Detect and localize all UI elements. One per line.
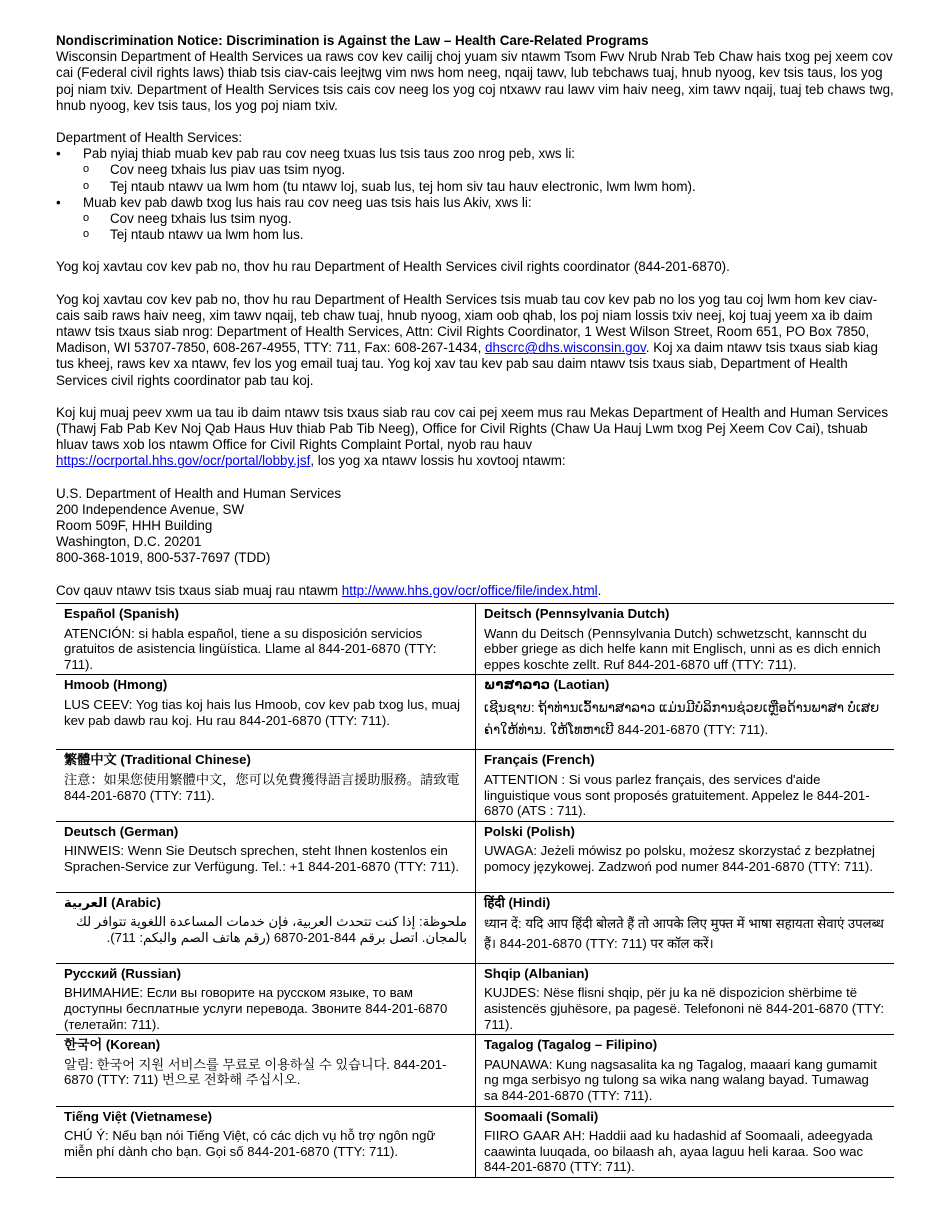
language-cell-russian: Русский (Russian) ВНИМАНИЕ: Если вы говорите на русском языке, то вам доступны бесплатные услуги перевода. Звоните 844-201-6870 (телетайп: 711). xyxy=(56,963,476,1034)
language-cell-tagalog: Tagalog (Tagalog – Filipino) PAUNAWA: Kung nagsasalita ka ng Tagalog, maaari kang gumamit ng mga serbisyo ng tulong sa wika nang walang bayad. Tumawag sa 844-201-6870 (TTY: 711). xyxy=(476,1035,895,1106)
language-assistance-table xyxy=(56,603,894,1178)
coordinator-paragraph: Yog koj xavtau cov kev pab no, thov hu rau Department of Health Services civil rights coordinator (844-201-6870). xyxy=(56,259,730,275)
services-list xyxy=(56,146,894,243)
language-cell-chinese: 繁體中文 (Traditional Chinese) 注意：如果您使用繁體中文，您可以免費獲得語言援助服務。請致電 844-201-6870 (TTY: 711). xyxy=(56,750,476,821)
notice-body xyxy=(56,33,894,599)
ocr-portal-link[interactable]: https://ocrportal.hhs.gov/ocr/portal/lobby.jsf xyxy=(56,453,311,469)
language-cell-french: Français (French) ATTENTION : Si vous parlez français, des services d'aide linguistique vous sont proposés gratuitement. Appelez le 844-201-6870 (ATS : 711). xyxy=(476,750,895,821)
sub-list-item: o Cov neeg txhais lus piav uas tsim nyog. xyxy=(83,162,894,178)
language-cell-arabic: العربية (Arabic) ملحوظة: إذا كنت تتحدث العربية، فإن خدمات المساعدة اللغوية تتوافر لك بالمجان. اتصل برقم 844-201-6870 (رقم هاتف الصم والبكم: 711). xyxy=(56,892,476,963)
language-cell-albanian: Shqip (Albanian) KUJDES: Nëse flisni shqip, për ju ka në dispozicion shërbime të asistencës gjuhësore, pa pagesë. Telefononi në 844-201-6870 (TTY: 711). xyxy=(476,963,895,1034)
dept-label: Department of Health Services: xyxy=(56,130,243,146)
email-link[interactable]: dhscrc@dhs.wisconsin.gov xyxy=(485,340,646,356)
notice-title: Nondiscrimination Notice: Discrimination is Against the Law – Health Care-Related Programs xyxy=(56,33,649,48)
language-cell-korean: 한국어 (Korean) 알림: 한국어 지원 서비스를 무료로 이용하실 수 있습니다. 844-201-6870 (TTY: 711) 번으로 전화해 주십시오. xyxy=(56,1035,476,1106)
language-cell-somali: Soomaali (Somali) FIIRO GAAR AH: Haddii aad ku hadashid af Soomaali, adeegyada caawinta luuqada, oo bilaash ah, ayaa laguu heli karaa. Soo wac 844-201-6870 (TTY: 711). xyxy=(476,1106,895,1177)
hhs-address: U.S. Department of Health and Human Services 200 Independence Avenue, SW Room 509F, HHH Building Washington, D.C. 20201 800-368-1019, 800-537-7697 (TDD) xyxy=(56,485,342,566)
language-cell-polish: Polski (Polish) UWAGA: Jeżeli mówisz po polsku, możesz skorzystać z bezpłatnej pomocy językowej. Zadzwoń pod numer 844-201-6870 (TTY: 711). xyxy=(476,821,895,892)
language-cell-pennsylvania-dutch: Deitsch (Pennsylvania Dutch) Wann du Deitsch (Pennsylvania Dutch) schwetzscht, kannscht du ebber griege as dich helfe kann mit Englisch, unni as es dich ennich eppes koschte zellt. Ruf 844-201-6870 uff (TTY: 711). xyxy=(476,604,895,675)
forms-paragraph: Cov qauv ntawv tsis txaus siab muaj rau ntawm http://www.hhs.gov/ocr/office/file/index.html. xyxy=(56,582,602,598)
language-cell-vietnamese: Tiếng Việt (Vietnamese) CHÚ Ý: Nếu bạn nói Tiếng Việt, có các dịch vụ hỗ trợ ngôn ngữ miễn phí dành cho bạn. Gọi số 844-201-6870 (TTY: 711). xyxy=(56,1106,476,1177)
sub-list-item: o Tej ntaub ntawv ua lwm hom (tu ntawv loj, suab lus, tej hom siv tau hauv electronic, lwm lwm hom). xyxy=(83,179,894,195)
language-cell-laotian: ພາສາລາວ (Laotian) ເຊີນຊາບ: ຖ້າທ່ານເວົ້າພາສາລາວ ແມ່ນມີບໍລິການຊ່ວຍເຫຼືອດ້ານພາສາ ບໍ່ເສຍຄ່າໃຫ້ທ່ານ. ໃຫ້ໂທຫາເບີ 844-201-6870 (TTY: 711). xyxy=(476,675,895,750)
language-cell-hindi: हिंदी (Hindi) ध्यान दें: यदि आप हिंदी बोलते हैं तो आपके लिए मुफ्त में भाषा सहायता सेवाएं उपलब्ध हैं। 844-201-6870 (TTY: 711) पर कॉल करें। xyxy=(476,892,895,963)
list-item: • Muab kev pab dawb txog lus hais rau cov neeg uas tsis hais lus Akiv, xws li: o Cov neeg txhais lus tsim nyog. o Tej ntaub ntawv ua lwm hom lus. xyxy=(56,195,894,244)
complaint-paragraph: Yog koj xavtau cov kev pab no, thov hu rau Department of Health Services tsis muab tau cov kev pab no los yog tau coj lwm hom kev ciav-cais saib raws haiv neeg, xim tawv nqaij, teb chaw tuaj, hnub nyoog, xiam oob qhab, los poj niam lossis txiv neej, koj tuaj yeem xa ib daim ntawv tsis txaus siab nrog: Department of Health Services, Attn: Civil Rights Coordinator, 1 West Wilson Street, Room 651, PO Box 7850, Madison, WI 53707-7850, 608-267-4955, TTY: 711, Fax: 608-267-1434, dhscrc@dhs.wisconsin.gov. Koj xa daim ntawv tsis txaus siab kiag tus kheej, raws kev xa ntawv, fev los yog email tuaj tau. Yog koj xav tau kev pab sau daim ntawv tsis txaus siab, Department of Health Services civil rights coordinator pab tau koj. xyxy=(56,291,878,388)
complaint-forms-link[interactable]: http://www.hhs.gov/ocr/office/file/index.html xyxy=(341,582,598,598)
language-cell-hmong: Hmoob (Hmong) LUS CEEV: Yog tias koj hais lus Hmoob, cov kev pab txog lus, muaj kev pab dawb rau koj. Hu rau 844-201-6870 (TTY: 711). xyxy=(56,675,476,750)
notice-intro: Wisconsin Department of Health Services ua raws cov kev cailij choj yuam siv ntawm Tsom Fwv Nrub Nrab Teb Chaw hais txog pej xeem cov cai (Federal civil rights laws) thiab tsis ciav-cais leejtwg vim nws hom neeg, nqaij tawv, lub tebchaws tuaj, hnub nyoog, kev tsis taus, los yog poj niam txiv. Department of Health Services tsis cais cov neeg los yog coj ntxawv rau lawv vim haiv neeg, xim tawv nqaij, tuaj teb chaws twg, hnub nyoog, kev tsis taus, los yog poj niam txiv. xyxy=(56,49,894,113)
sub-list-item: o Cov neeg txhais lus tsim nyog. xyxy=(83,211,894,227)
language-cell-german: Deutsch (German) HINWEIS: Wenn Sie Deutsch sprechen, steht Ihnen kostenlos ein Sprachen-Service zur Verfügung. Tel.: +1 844-201-6870 (TTY: 711). xyxy=(56,821,476,892)
sub-list-item: o Tej ntaub ntawv ua lwm hom lus. xyxy=(83,227,894,243)
list-item: • Pab nyiaj thiab muab kev pab rau cov neeg txuas lus tsis taus zoo nrog peb, xws li: o Cov neeg txhais lus piav uas tsim nyog. o Tej ntaub ntawv ua lwm hom (tu ntawv loj, suab lus, tej hom siv tau hauv electronic, lwm lwm hom). xyxy=(56,146,894,195)
federal-paragraph: Koj kuj muaj peev xwm ua tau ib daim ntawv tsis txaus siab rau cov cai pej xeem mus rau Mekas Department of Health and Human Services (Thawj Fab Pab Kev Noj Qab Haus Huv thiab Pab Tib Neeg), Office for Civil Rights (Chaw Ua Hauj Lwm txog Pej Xeem Cov Cai), tshuab hluav taws xob los ntawm Office for Civil Rights Complaint Portal, nyob rau hauv https://ocrportal.hhs.gov/ocr/portal/lobby.jsf, los yog xa ntawv lossis hu xovtooj ntawm: xyxy=(56,404,889,469)
language-cell-spanish: Español (Spanish) ATENCIÓN: si habla español, tiene a su disposición servicios gratuitos de asistencia lingüística. Llame al 844-201-6870 (TTY: 711). xyxy=(56,604,476,675)
